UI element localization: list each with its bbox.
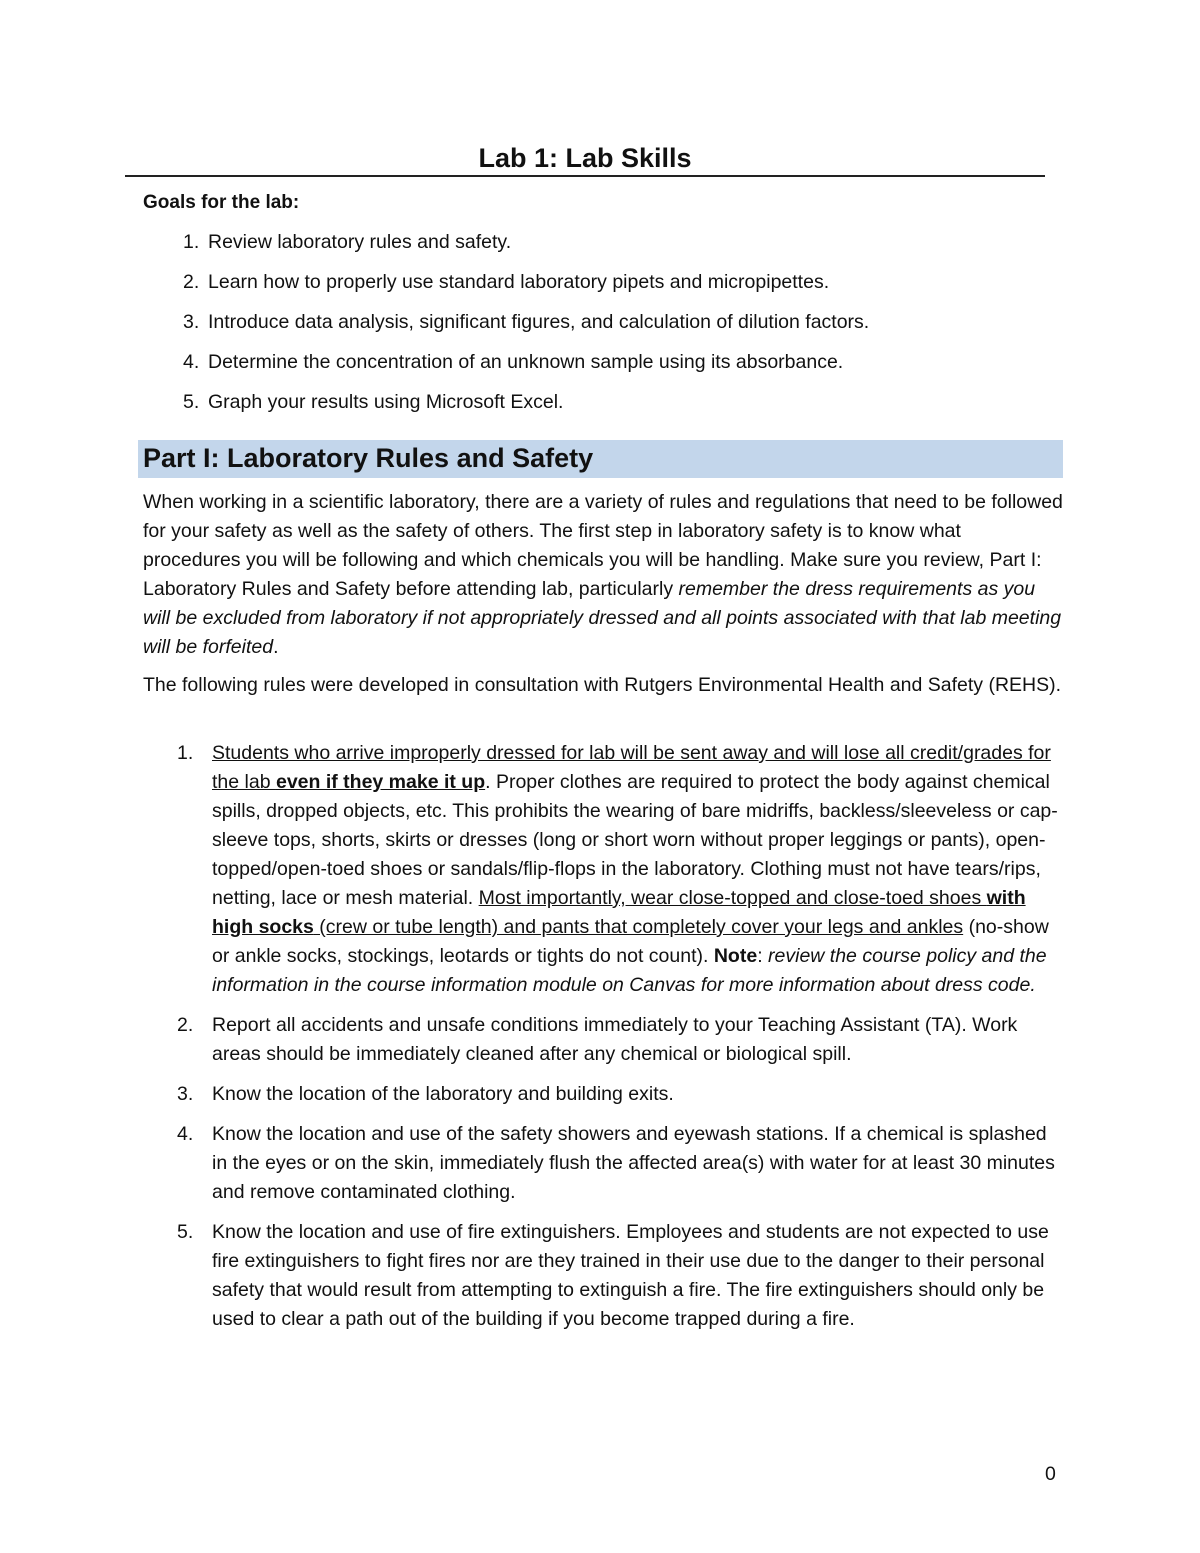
goals-heading: Goals for the lab: [143, 192, 300, 213]
goal-text: Introduce data analysis, significant figures, and calculation of dilution factors. [208, 311, 870, 333]
rule-text: Know the location and use of the safety showers and eyewash stations. If a chemical is splashed in the eyes or on the skin, immediately flush the affected area(s) with water for at least 30 minutes and remove contaminated clothing. [212, 1123, 1055, 1203]
rule-number: 4. [177, 1123, 194, 1145]
title-rule [125, 175, 1045, 177]
note-colon: : [757, 945, 769, 967]
rule-text: Know the location and use of fire extinguishers. Employees and students are not expected to use fire extinguishers to fight fires nor are they trained in their use due to the danger to their personal safety that would result from attempting to extinguish a fire. The fire extinguishers should only be used to clear a path out of the building if you become trapped during a fire. [212, 1221, 1049, 1330]
note-text: review the course policy and the information in the course information module on Canvas for more information about dress code. [212, 945, 1047, 996]
page-number: 0 [1045, 1463, 1056, 1485]
rule-underlined-bold-text: even if they make it up [275, 771, 486, 793]
rule-text: . Proper clothes are required to protect the body against chemical spills, dropped objects, etc. This prohibits the wearing of bare midriffs, backless/sleeveless or cap-sleeve tops, shorts, skirts or dresses (long or short worn without proper leggings or pants), open-topped/open-toed shoes or sandals/flip-flops in the laboratory. Clothing must not have tears/rips, netting, lace or mesh material. [212, 771, 1058, 909]
rule-underlined-bold-text: with high socks [212, 887, 1026, 938]
goal-number: 4. [183, 351, 200, 373]
rule-underlined-text: Students who arrive improperly dressed for lab will be sent away and will lose all credit/grades for the lab [212, 742, 1051, 793]
intro-paragraph [143, 488, 1063, 662]
rule-underlined-text: (crew or tube length) and pants that completely cover your legs and ankles [313, 916, 964, 938]
goal-item [143, 268, 1053, 296]
section-title: Part I: Laboratory Rules and Safety [143, 443, 594, 473]
rule-text: Know the location of the laboratory and building exits. [212, 1083, 674, 1105]
goal-item [143, 228, 1053, 256]
intro-text: When working in a scientific laboratory, there are a variety of rules and regulations that need to be followed for your safety as well as the safety of others. The first step in laboratory safety is to know what procedures you will be following and which chemicals you will be handling. Make sure you review, Part I: Laboratory Rules and Safety before attending lab, particularly [143, 491, 1063, 600]
rule-number: 1. [177, 742, 194, 764]
goal-number: 5. [183, 391, 200, 413]
page-title: Lab 1: Lab Skills [478, 143, 692, 173]
rule-underlined-text: Most importantly, wear close-topped and close-toed shoes [478, 887, 987, 909]
goal-text: Graph your results using Microsoft Excel. [208, 391, 564, 413]
intro-emphasis: remember the dress requirements as you will be excluded from laboratory if not appropriately dressed and all points associated with that lab meeting will be forfeited [143, 578, 1062, 658]
rule-item [143, 739, 1063, 1000]
rule-number: 2. [177, 1014, 194, 1036]
goals-list [143, 228, 1053, 428]
rule-text: Report all accidents and unsafe conditions immediately to your Teaching Assistant (TA). Work areas should be immediately cleaned after any chemical or biological spill. [212, 1014, 1018, 1065]
rule-text: (no-show or ankle socks, stockings, leotards or tights do not count). [212, 916, 1049, 967]
goal-text: Learn how to properly use standard laboratory pipets and micropipettes. [208, 271, 830, 293]
goal-item [143, 308, 1053, 336]
intro-end: . [273, 636, 279, 658]
rule-item [143, 1120, 1063, 1207]
note-label: Note [713, 945, 758, 967]
rules-list [143, 739, 1063, 1345]
rules-intro-paragraph: The following rules were developed in consultation with Rutgers Environmental Health and Safety (REHS). [143, 674, 1062, 696]
goal-number: 3. [183, 311, 200, 333]
goal-number: 1. [183, 231, 200, 253]
goal-text: Review laboratory rules and safety. [208, 231, 512, 253]
rule-item [143, 1080, 1063, 1109]
goal-number: 2. [183, 271, 200, 293]
goal-text: Determine the concentration of an unknown sample using its absorbance. [208, 351, 844, 373]
goal-item [143, 348, 1053, 376]
rule-number: 5. [177, 1221, 194, 1243]
rule-number: 3. [177, 1083, 194, 1105]
goal-item [143, 388, 1053, 416]
rule-item [143, 1218, 1063, 1334]
rule-item [143, 1011, 1063, 1069]
